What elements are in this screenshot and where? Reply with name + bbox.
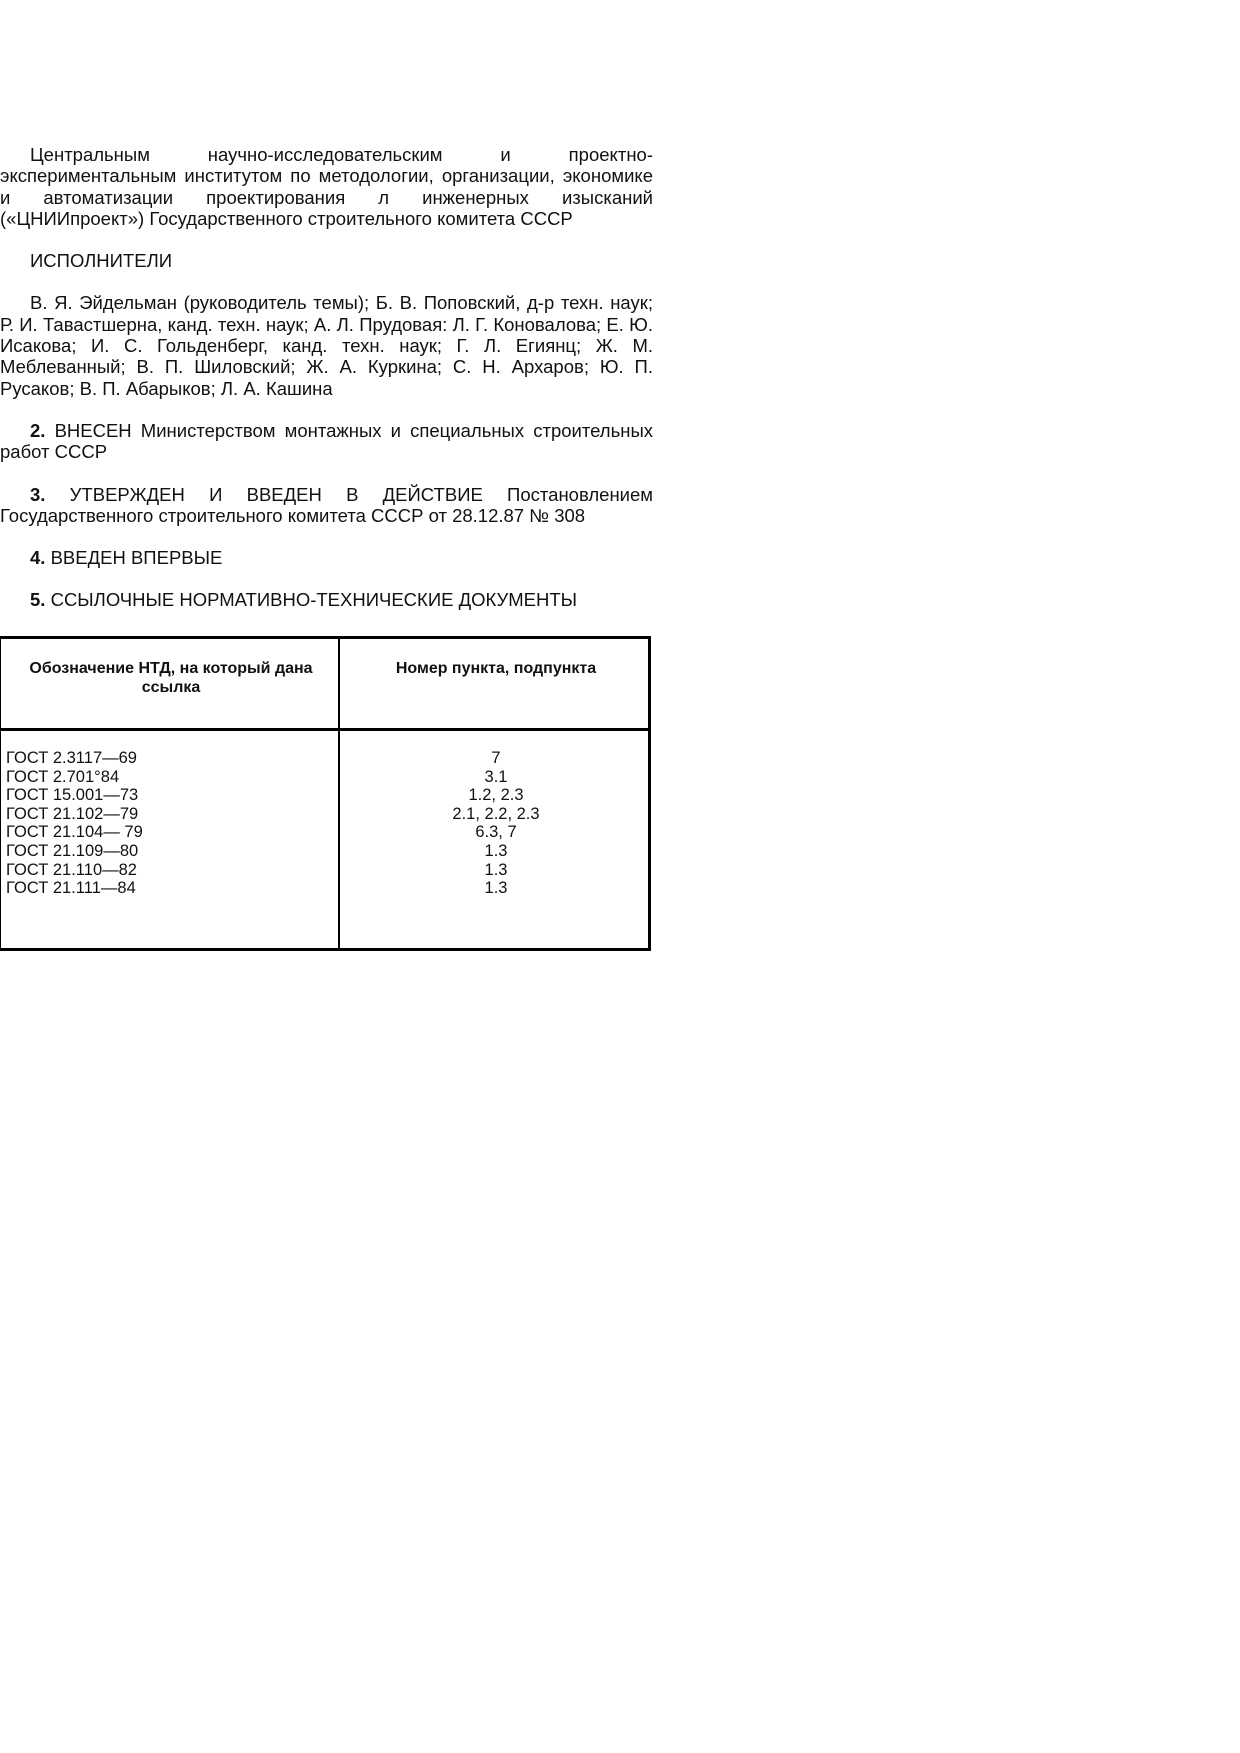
document-cell: ГОСТ 2.3117—69 (6, 749, 137, 767)
clause-cell: 1.2, 2.3 (468, 786, 524, 805)
document-cell: ГОСТ 15.001—73 (6, 786, 139, 805)
document-cell: ГОСТ 21.104— 79 (6, 823, 143, 842)
document-cell: ГОСТ 21.110—82 (6, 860, 137, 879)
document-column (6, 749, 326, 898)
item-text: ССЫЛОЧНЫЕ НОРМАТИВНО-ТЕХНИЧЕСКИЕ ДОКУМЕНТЫ (50, 589, 578, 611)
executors-heading: ИСПОЛНИТЕЛИ (30, 250, 173, 272)
executors-list: В. Я. Эйдельман (руководитель темы); Б. В. Поповский, д-р техн. наук; Р. И. Тавастшерна, канд. техн. наук; А. Л. Прудовая: Л. Г. Коновалова; Е. Ю. Исакова; И. С. Гольденберг, канд. техн. наук; Г. Л. Егиянц; Ж. М. Меблеванный; В. П. Шиловский; Ж. А. Куркина; С. Н. Архаров; Ю. П. Русаков; В. П. Абарыков; Л. А. Кашина (0, 292, 653, 399)
clause-cell: 6.3, 7 (475, 823, 517, 842)
document-cell: ГОСТ 21.111—84 (6, 879, 136, 898)
document-cell: ГОСТ 21.102—79 (6, 804, 139, 823)
document-body (0, 144, 653, 632)
item-number: 5. (30, 589, 46, 611)
item-text: УТВЕРЖДЕН И ВВЕДЕН В ДЕЙСТВИЕ Постановлением Государственного строительного комитета СССР от 28.12.87 № 308 (0, 483, 653, 526)
item-text: ВНЕСЕН Министерством монтажных и специальных строительных работ СССР (0, 419, 653, 463)
clause-cell: 3.1 (484, 767, 508, 786)
column-divider (338, 639, 340, 948)
item-number: 3. (30, 483, 46, 505)
reference-documents-table (0, 636, 651, 951)
clause-cell: 2.1, 2.2, 2.3 (452, 804, 540, 823)
header-divider (1, 728, 648, 731)
item-5 (0, 589, 653, 610)
item-number: 4. (30, 547, 46, 569)
clause-cell: 1.3 (484, 841, 508, 860)
item-text: ВВЕДЕН ВПЕРВЫЕ (50, 547, 223, 569)
clause-cell: 7 (491, 749, 501, 767)
item-3 (0, 484, 653, 527)
item-2 (0, 420, 653, 463)
document-cell: ГОСТ 21.109—80 (6, 841, 139, 860)
clause-cell: 1.3 (484, 879, 508, 898)
clause-column (346, 749, 646, 898)
header-document-designation: Обозначение НТД, на который дана ссылка (29, 660, 313, 696)
clause-cell: 1.3 (484, 860, 508, 879)
organization-paragraph: Центральным научно-исследовательским и проектно-экспериментальным институтом по методологии, организации, экономике и автоматизации проектирования л инженерных изысканий («ЦНИИпроект») Государственного строительного комитета СССР (0, 144, 653, 229)
item-4 (0, 547, 653, 568)
document-cell: ГОСТ 2.701°84 (6, 767, 120, 786)
header-clause-number: Номер пункта, подпункта (395, 660, 597, 677)
item-number: 2. (30, 419, 46, 441)
